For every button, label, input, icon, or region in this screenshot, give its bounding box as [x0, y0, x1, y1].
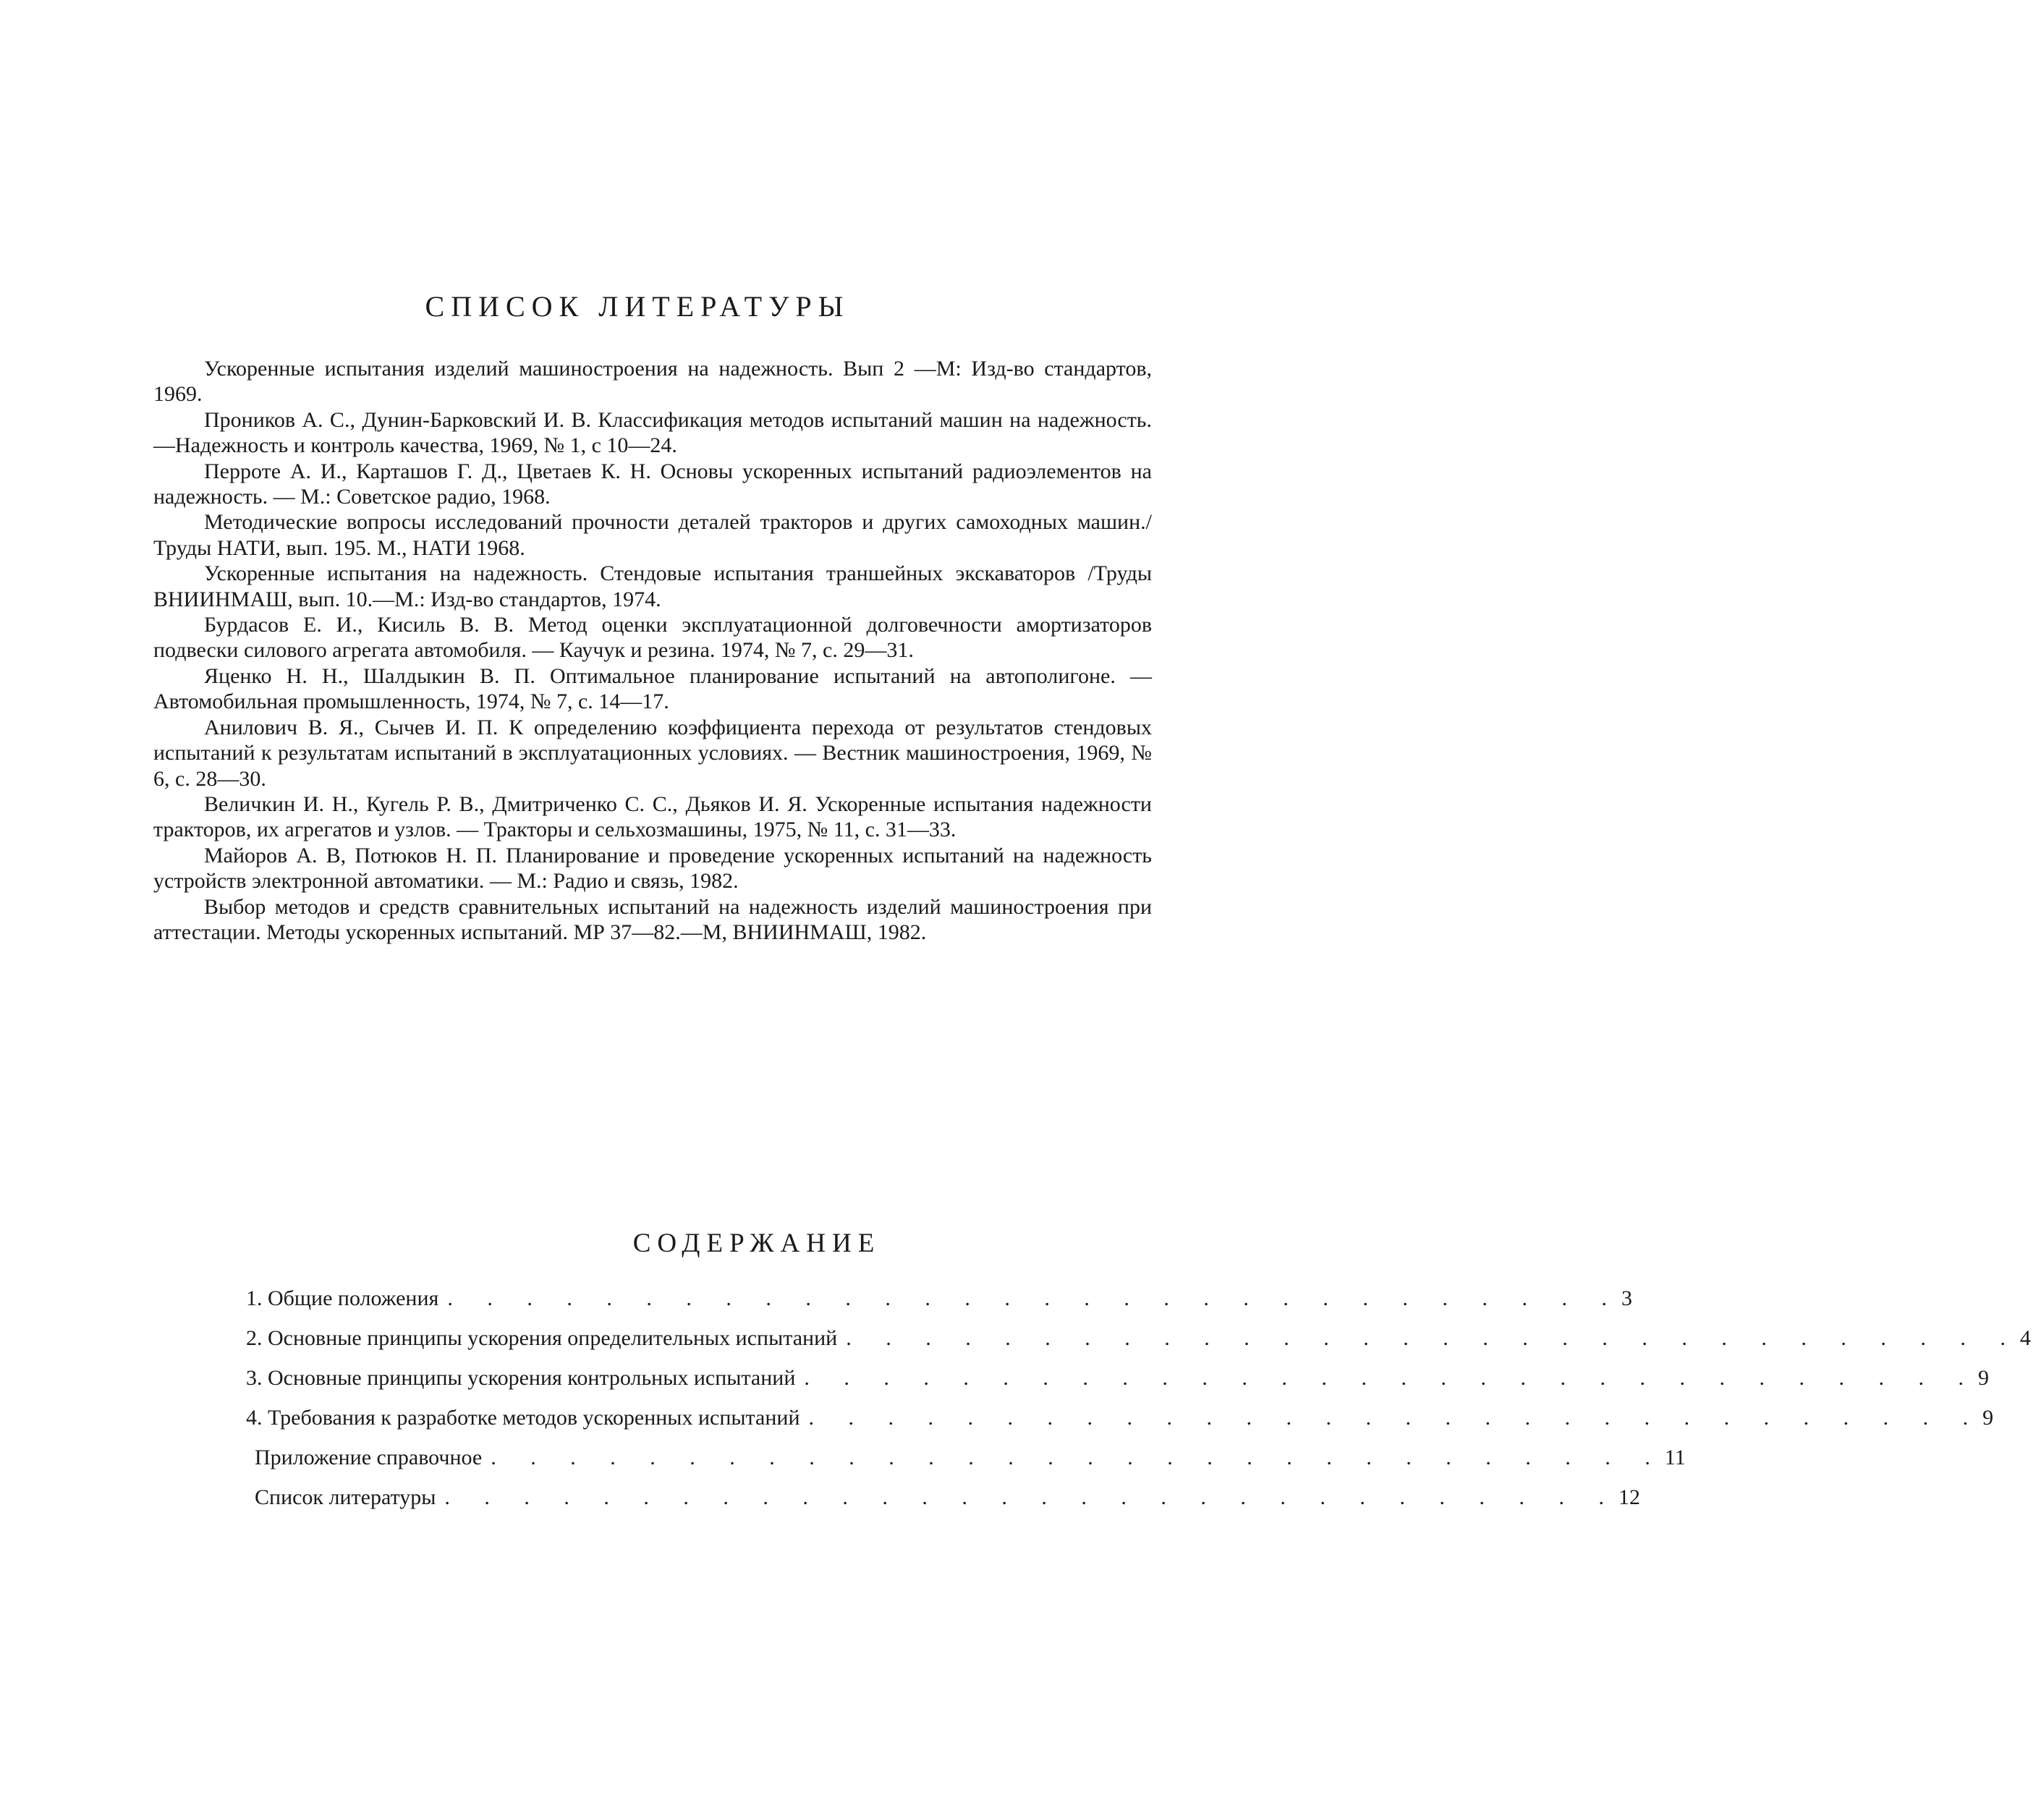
bibliography-item: Ускоренные испытания изделий машиностроения на надежность. Вып 2 —М: Изд-во стандартов, 1969. [153, 357, 1152, 407]
toc-entry [246, 1406, 1993, 1446]
toc-page-number: 11 [1664, 1446, 1686, 1469]
toc-page-number: 12 [1618, 1485, 1640, 1509]
bibliography-item: Методические вопросы исследований прочности деталей тракторов и других самоходных машин./Труды НАТИ, вып. 195. М., НАТИ 1968. [153, 510, 1152, 560]
toc-leader-dots: . . . . . . . . . . . . . . . . . . . . . . . . . . . . . . [804, 1366, 1978, 1390]
bibliography-item: Майоров А. В, Потюков Н. П. Планирование и проведение ускоренных испытаний на надежность устройств электронной автоматики. — М.: Радио и связь, 1982. [153, 843, 1152, 894]
bibliography-item: Ускоренные испытания на надежность. Стендовые испытания траншейных экскаваторов /Труды ВНИИНМАШ, вып. 10.—М.: Изд-во стандартов, 1974. [153, 561, 1152, 611]
toc-leader-dots: . . . . . . . . . . . . . . . . . . . . . . . . . . . . . . [808, 1406, 1982, 1430]
toc-page-number: 9 [1982, 1406, 1993, 1430]
toc-page-number: 9 [1977, 1366, 1989, 1390]
toc-leader-dots: . . . . . . . . . . . . . . . . . . . . . . . . . . . . . . [491, 1446, 1665, 1469]
bibliography-title: СПИСОК ЛИТЕРАТУРЫ [425, 290, 850, 323]
toc-leader-dots: . . . . . . . . . . . . . . . . . . . . . . . . . . . . . . [846, 1326, 2020, 1350]
bibliography-item: Бурдасов Е. И., Кисиль В. В. Метод оценки эксплуатационной долговечности амортизаторов подвески силового агрегата автомобиля. — Каучук и резина. 1974, № 7, с. 29—31. [153, 613, 1152, 663]
bibliography-item: Выбор методов и средств сравнительных испытаний на надежность изделий машиностроения при аттестации. Методы ускоренных испытаний. МР 37—82.—М, ВНИИНМАШ, 1982. [153, 894, 1152, 944]
toc-entry-text: 1. Общие положения [246, 1286, 439, 1310]
table-of-contents [246, 1286, 2031, 1525]
bibliography-item: Проников А. С., Дунин-Барковский И. В. Классификация методов испытаний машин на надежность.—Надежность и контроль качества, 1969, № 1, с 10—24. [153, 407, 1152, 458]
contents-title: СОДЕРЖАНИЕ [632, 1229, 881, 1258]
toc-entry [246, 1446, 1686, 1485]
bibliography-item: Яценко Н. Н., Шалдыкин В. П. Оптимальное планирование испытаний на автополигоне. — Автомобильная промышленность, 1974, № 7, с. 14—17. [153, 663, 1152, 714]
bibliography-list [153, 356, 1152, 945]
bibliography-item: Величкин И. Н., Кугель Р. В., Дмитриченко С. С., Дьяков И. Я. Ускоренные испытания надежности тракторов, их агрегатов и узлов. — Тракторы и сельхозмашины, 1975, № 11, с. 31—33. [153, 792, 1152, 842]
toc-entry [246, 1286, 1632, 1326]
toc-leader-dots: . . . . . . . . . . . . . . . . . . . . . . . . . . . . . . [444, 1485, 1619, 1509]
toc-page-number: 4 [2019, 1326, 2031, 1350]
toc-entry [246, 1326, 2031, 1366]
toc-entry-text: Список литературы [255, 1485, 436, 1509]
toc-page-number: 3 [1621, 1286, 1632, 1310]
toc-entry-text: 4. Требования к разработке методов ускоренных испытаний [246, 1406, 800, 1430]
toc-entry-text: 3. Основные принципы ускорения контрольных испытаний [246, 1366, 796, 1390]
toc-leader-dots: . . . . . . . . . . . . . . . . . . . . . . . . . . . . . . [447, 1286, 1621, 1310]
toc-entry-text: 2. Основные принципы ускорения определительных испытаний [246, 1326, 838, 1350]
bibliography-item: Перроте А. И., Карташов Г. Д., Цветаев К. Н. Основы ускоренных испытаний радиоэлементов на надежность. — М.: Советское радио, 1968. [153, 459, 1152, 509]
toc-entry [246, 1366, 1989, 1406]
toc-entry [246, 1485, 1640, 1525]
bibliography-item: Анилович В. Я., Сычев И. П. К определению коэффициента перехода от результатов стендовых испытаний к результатам испытаний в эксплуатационных условиях. — Вестник машиностроения, 1969, № 6, с. 28—30. [153, 715, 1152, 791]
toc-entry-text: Приложение справочное [255, 1446, 483, 1469]
